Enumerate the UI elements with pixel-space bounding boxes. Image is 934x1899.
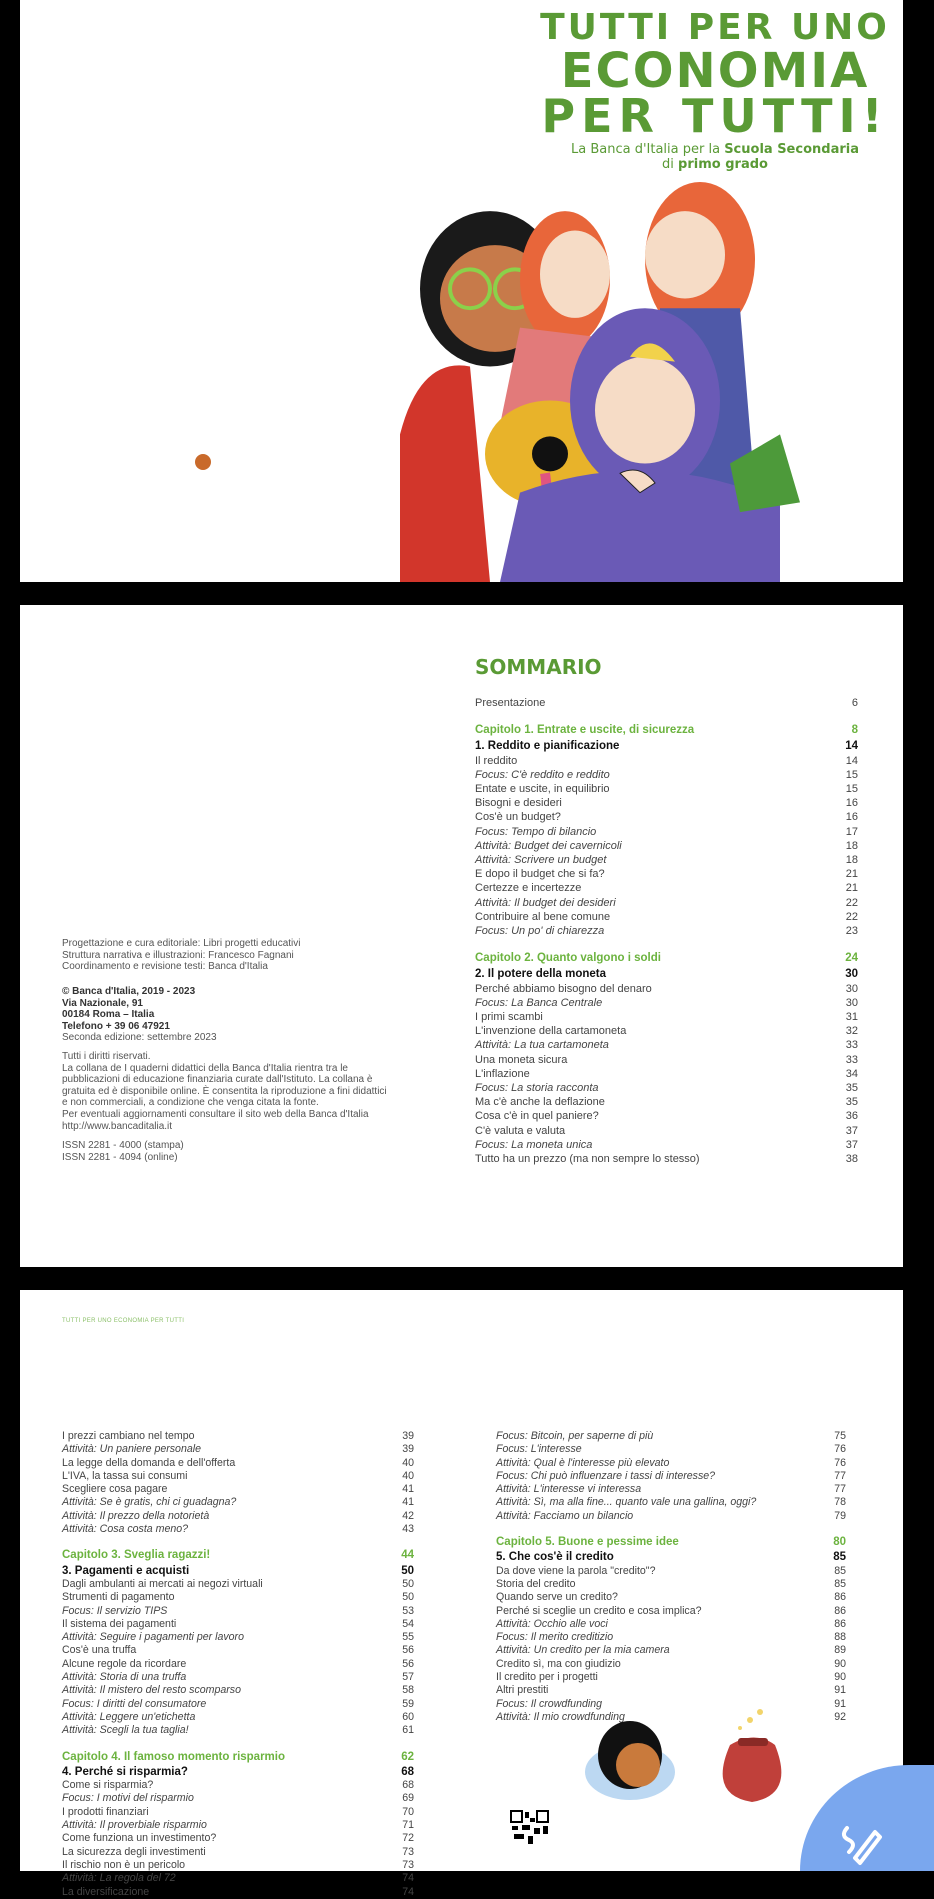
toc-entry-title: Attività: Facciamo un bilancio xyxy=(496,1509,634,1522)
toc-entry[interactable] xyxy=(62,1457,414,1470)
toc-entry[interactable] xyxy=(62,1832,414,1845)
toc-entry-title: La sicurezza degli investimenti xyxy=(62,1845,206,1858)
toc-entry-title: Focus: La moneta unica xyxy=(475,1138,593,1151)
toc-entry-italic[interactable] xyxy=(62,1684,414,1697)
toc-entry[interactable] xyxy=(475,1053,858,1067)
toc-page-number: 77 xyxy=(834,1469,846,1482)
toc-page-number: 62 xyxy=(401,1750,414,1763)
toc-page-number: 77 xyxy=(834,1483,846,1496)
toc-entry[interactable] xyxy=(496,1605,846,1618)
rights-line: e non commerciali, a condizione che venga citata la fonte. xyxy=(62,1097,319,1109)
toc-page-number: 24 xyxy=(845,952,858,965)
toc-page-number: 85 xyxy=(833,1551,846,1564)
toc-entry-title: 3. Pagamenti e acquisti xyxy=(62,1564,190,1577)
toc-page-number: 58 xyxy=(402,1684,414,1697)
toc-entry-italic[interactable] xyxy=(496,1443,846,1456)
toc-entry-title: Attività: Se è gratis, chi ci guadagna? xyxy=(62,1496,237,1509)
toc-chapter[interactable] xyxy=(62,1751,414,1764)
toc-page-number: 33 xyxy=(845,1053,858,1066)
toc-entry-title: Focus: I motivi del risparmio xyxy=(62,1792,194,1805)
toc-entry[interactable] xyxy=(475,1024,858,1038)
toc-entry[interactable] xyxy=(475,982,858,996)
toc-entry-title: L'inflazione xyxy=(475,1067,530,1080)
toc-entry-title: L'IVA, la tassa sui consumi xyxy=(62,1469,188,1482)
toc-entry-title: Capitolo 5. Buone e pessime idee xyxy=(496,1536,679,1549)
edition: Seconda edizione: settembre 2023 xyxy=(62,1032,217,1044)
sommario-page xyxy=(20,605,903,1267)
toc-entry[interactable] xyxy=(475,696,858,710)
toc-entry-title: Attività: Un paniere personale xyxy=(62,1443,201,1456)
toc-page-number: 39 xyxy=(402,1443,414,1456)
toc-page-number: 76 xyxy=(834,1443,846,1456)
toc-page-number: 69 xyxy=(402,1792,414,1805)
toc-page-number: 41 xyxy=(402,1496,414,1509)
toc-entry[interactable] xyxy=(62,1470,414,1483)
toc-page-number: 35 xyxy=(845,1082,858,1095)
toc-entry-title: Entate e uscite, in equilibrio xyxy=(475,783,610,796)
kids-illustration xyxy=(400,182,903,582)
toc-entry-title: Attività: Un credito per la mia camera xyxy=(496,1644,670,1657)
toc-chapter[interactable] xyxy=(62,1549,414,1562)
toc-entry[interactable] xyxy=(475,796,858,810)
toc-entry-italic[interactable] xyxy=(475,768,858,782)
toc-entry[interactable] xyxy=(475,881,858,895)
issn-line: ISSN 2281 - 4000 (stampa) xyxy=(62,1140,184,1151)
toc-entry[interactable] xyxy=(475,1152,858,1166)
address-line: © Banca d'Italia, 2019 - 2023 xyxy=(62,986,196,997)
address-line: Telefono + 39 06 47921 xyxy=(62,1020,170,1032)
toc-entry-title: Certezze e incertezze xyxy=(475,882,582,895)
address-line: Via Nazionale, 91 xyxy=(62,997,143,1009)
cover-subtitle xyxy=(520,142,910,172)
rights-line: pubblicazioni di educazione finanziaria curate dall'Istituto. La collana è xyxy=(62,1074,373,1086)
toc-entry-title: I primi scambi xyxy=(475,1011,543,1024)
toc-page-number: 86 xyxy=(834,1617,846,1630)
toc-entry-italic[interactable] xyxy=(496,1510,846,1523)
toc-page-number: 6 xyxy=(851,697,858,709)
toc-page-number: 50 xyxy=(401,1564,414,1577)
issn xyxy=(62,1140,184,1163)
rights-line: Tutti i diritti riservati. xyxy=(62,1051,151,1062)
rights-line: gratuita ed è disponibile online. È consentita la riproduzione a fini didattici xyxy=(62,1085,387,1097)
toc-entry-title: Attività: Budget dei cavernicoli xyxy=(475,839,622,852)
toc-entry-title: Il reddito xyxy=(475,754,518,767)
toc-entry-title: Focus: La storia racconta xyxy=(475,1082,599,1095)
toc-list xyxy=(475,696,858,1166)
toc-entry-title: C'è valuta e valuta xyxy=(475,1124,566,1137)
credit-line: Struttura narrativa e illustrazioni: Francesco Fagnani xyxy=(62,949,294,961)
toc-page-number: 55 xyxy=(402,1631,414,1644)
toc-entry-title: Attività: Il mistero del resto scomparso xyxy=(62,1684,241,1697)
toc-entry-title: Attività: Il mio crowdfunding xyxy=(496,1710,625,1723)
toc-entry-italic[interactable] xyxy=(496,1644,846,1657)
toc-entry-title: Attività: Il prezzo della notorietà xyxy=(62,1509,210,1522)
toc-page-number: 86 xyxy=(834,1604,846,1617)
toc-entry[interactable] xyxy=(62,1846,414,1859)
toc-entry-title: Attività: Cosa costa meno? xyxy=(62,1523,189,1536)
toc-page-number: 88 xyxy=(834,1631,846,1644)
toc-page-number: 56 xyxy=(402,1644,414,1657)
toc-entry-italic[interactable] xyxy=(62,1792,414,1805)
toc-entry-italic[interactable] xyxy=(475,1138,858,1152)
toc-entry-title: Capitolo 1. Entrate e uscite, di sicurezza xyxy=(475,724,695,737)
sommario-page-continued xyxy=(20,1290,903,1898)
toc-entry-italic[interactable] xyxy=(475,839,858,853)
toc-entry-italic[interactable] xyxy=(496,1496,846,1509)
toc-page-number: 57 xyxy=(402,1671,414,1684)
toc-entry-title: Capitolo 3. Sveglia ragazzi! xyxy=(62,1549,211,1562)
toc-page-number: 40 xyxy=(402,1456,414,1469)
toc-entry-title: Attività: Seguire i pagamenti per lavoro xyxy=(62,1631,244,1644)
toc-page-number: 73 xyxy=(402,1858,414,1871)
toc-entry-italic[interactable] xyxy=(475,853,858,867)
toc-page-number: 18 xyxy=(845,854,858,867)
toc-entry-italic[interactable] xyxy=(62,1711,414,1724)
toc-list-left xyxy=(62,1430,414,1899)
toc-entry-italic[interactable] xyxy=(62,1443,414,1456)
rights-line: Per eventuali aggiornamenti consultare il sito web della Banca d'Italia xyxy=(62,1108,369,1120)
toc-entry[interactable] xyxy=(62,1644,414,1657)
toc-entry[interactable] xyxy=(475,1067,858,1081)
toc-entry-italic[interactable] xyxy=(475,825,858,839)
toc-entry-title: Focus: La Banca Centrale xyxy=(475,996,603,1009)
toc-entry-title: Presentazione xyxy=(475,697,546,709)
toc-page-number: 32 xyxy=(845,1025,858,1038)
toc-entry-title: Focus: C'è reddito e reddito xyxy=(475,768,610,781)
toc-entry-title: 4. Perché si risparmia? xyxy=(62,1765,188,1778)
toc-entry-title: Attività: Qual è l'interesse più elevato xyxy=(496,1456,670,1469)
toc-entry-title: Attività: Leggere un'etichetta xyxy=(62,1710,196,1723)
toc-section[interactable] xyxy=(62,1766,414,1779)
toc-entry[interactable] xyxy=(475,782,858,796)
toc-page-number: 36 xyxy=(845,1110,858,1123)
toc-entry-title: Focus: Il servizio TIPS xyxy=(62,1604,168,1617)
toc-page-number: 38 xyxy=(845,1153,858,1166)
toc-entry[interactable] xyxy=(475,1095,858,1109)
toc-page-number: 50 xyxy=(402,1591,414,1604)
toc-page-number: 8 xyxy=(851,724,858,737)
toc-entry-title: Attività: Scegli la tua taglia! xyxy=(62,1724,189,1737)
toc-entry[interactable] xyxy=(475,1124,858,1138)
toc-entry-title: Attività: La regola del 72 xyxy=(62,1872,176,1885)
toc-entry[interactable] xyxy=(62,1806,414,1819)
toc-entry[interactable] xyxy=(62,1430,414,1443)
toc-page-number: 39 xyxy=(402,1430,414,1442)
toc-entry-title: E dopo il budget che si fa? xyxy=(475,868,605,881)
toc-entry-title: Cosa c'è in quel paniere? xyxy=(475,1110,599,1123)
toc-entry-italic[interactable] xyxy=(62,1523,414,1536)
subtitle-bold-2: primo grado xyxy=(678,157,768,172)
toc-page-number: 31 xyxy=(845,1011,858,1024)
toc-entry-title: Da dove viene la parola "credito"? xyxy=(496,1564,656,1577)
toc-entry[interactable] xyxy=(475,1010,858,1024)
toc-page-number: 72 xyxy=(402,1832,414,1845)
toc-entry-title: Attività: La tua cartamoneta xyxy=(475,1039,609,1052)
toc-page-number: 91 xyxy=(834,1684,846,1697)
toc-entry-italic[interactable] xyxy=(496,1457,846,1470)
toc-page-number: 43 xyxy=(402,1523,414,1536)
toc-entry[interactable] xyxy=(62,1779,414,1792)
toc-entry-title: La diversificazione xyxy=(62,1885,150,1898)
page-marker-icon xyxy=(195,454,211,470)
toc-entry-title: Attività: Storia di una truffa xyxy=(62,1671,187,1684)
toc-entry-italic[interactable] xyxy=(62,1605,414,1618)
pencil-icon[interactable] xyxy=(835,1818,885,1868)
cover-page xyxy=(20,0,903,582)
toc-page-number: 37 xyxy=(845,1138,858,1151)
toc-page-number: 33 xyxy=(845,1039,858,1052)
toc-page-number: 74 xyxy=(402,1872,414,1885)
toc-entry-italic[interactable] xyxy=(62,1724,414,1737)
toc-entry-title: Il rischio non è un pericolo xyxy=(62,1858,186,1871)
toc-page-number: 17 xyxy=(845,825,858,838)
toc-page-number: 60 xyxy=(402,1710,414,1723)
address xyxy=(62,986,217,1044)
toc-entry-italic[interactable] xyxy=(62,1872,414,1885)
toc-page-number: 68 xyxy=(401,1765,414,1778)
toc-entry-title: Quando serve un credito? xyxy=(496,1591,618,1604)
toc-page-number: 18 xyxy=(845,839,858,852)
toc-entry-title: Attività: L'interesse vi interessa xyxy=(496,1483,642,1496)
toc-entry-italic[interactable] xyxy=(496,1470,846,1483)
toc-entry-title: Attività: Sì, ma alla fine... quanto vale una gallina, oggi? xyxy=(496,1496,757,1509)
toc-page-number: 30 xyxy=(845,996,858,1009)
toc-page-number: 90 xyxy=(834,1657,846,1670)
running-header: TUTTI PER UNO ECONOMIA PER TUTTI xyxy=(62,1318,185,1324)
toc-entry-italic[interactable] xyxy=(62,1671,414,1684)
toc-page-number: 50 xyxy=(402,1577,414,1590)
toc-entry-title: Attività: Il budget dei desideri xyxy=(475,896,616,909)
toc-entry-title: Come si risparmia? xyxy=(62,1779,154,1792)
toc-chapter[interactable] xyxy=(496,1536,846,1549)
toc-entry-italic[interactable] xyxy=(475,924,858,938)
toc-entry-italic[interactable] xyxy=(62,1631,414,1644)
website-link[interactable]: http://www.bancaditalia.it xyxy=(62,1120,173,1132)
toc-entry[interactable] xyxy=(475,867,858,881)
toc-entry-italic[interactable] xyxy=(62,1510,414,1523)
toc-section[interactable] xyxy=(496,1551,846,1564)
toc-entry-title: Focus: Chi può influenzare i tassi di interesse? xyxy=(496,1469,716,1482)
toc-entry-title: Altri prestiti xyxy=(496,1684,549,1697)
toc-entry-italic[interactable] xyxy=(475,996,858,1010)
toc-entry-italic[interactable] xyxy=(475,896,858,910)
toc-entry-title: Una moneta sicura xyxy=(475,1053,568,1066)
qr-code[interactable] xyxy=(510,1810,550,1871)
cover-title xyxy=(520,8,910,172)
toc-page-number: 54 xyxy=(402,1617,414,1630)
credit-line: Coordinamento e revisione testi: Banca d'Italia xyxy=(62,961,268,973)
toc-page-number: 73 xyxy=(402,1845,414,1858)
toc-page-number: 35 xyxy=(845,1096,858,1109)
toc-chapter[interactable] xyxy=(475,723,858,737)
toc-page-number: 42 xyxy=(402,1509,414,1522)
toc-page-number: 15 xyxy=(845,768,858,781)
toc-entry[interactable] xyxy=(496,1658,846,1671)
toc-entry-title: Focus: Il crowdfunding xyxy=(496,1697,602,1710)
toc-entry[interactable] xyxy=(475,910,858,924)
credit-line: Progettazione e cura editoriale: Libri progetti educativi xyxy=(62,938,301,949)
toc-page-number: 90 xyxy=(834,1671,846,1684)
title-line-2: ECONOMIA xyxy=(560,43,870,99)
toc-entry[interactable] xyxy=(496,1671,846,1684)
toc-entry-title: Tutto ha un prezzo (ma non sempre lo stesso) xyxy=(475,1153,700,1166)
toc-entry-title: Alcune regole da ricordare xyxy=(62,1657,187,1670)
toc-entry-title: Ma c'è anche la deflazione xyxy=(475,1096,605,1109)
toc-entry[interactable] xyxy=(496,1565,846,1578)
toc-entry-title: Attività: Scrivere un budget xyxy=(475,854,607,867)
subtitle-text-2: di xyxy=(662,157,679,172)
toc-entry[interactable] xyxy=(475,754,858,768)
toc-entry[interactable] xyxy=(496,1591,846,1604)
toc-entry-title: Focus: Il merito creditizio xyxy=(496,1631,614,1644)
toc-page-number: 70 xyxy=(402,1805,414,1818)
toc-entry-title: La legge della domanda e dell'offerta xyxy=(62,1456,236,1469)
toc-section[interactable] xyxy=(475,967,858,981)
toc-entry[interactable] xyxy=(475,810,858,824)
saving-illustration xyxy=(580,1700,820,1810)
toc-page-number: 22 xyxy=(845,896,858,909)
subtitle-text: La Banca d'Italia per la xyxy=(570,142,725,157)
toc-page-number: 21 xyxy=(845,868,858,881)
toc-page-number: 76 xyxy=(834,1456,846,1469)
toc-page-number: 91 xyxy=(834,1697,846,1710)
toc-entry-italic[interactable] xyxy=(475,1081,858,1095)
toc-entry-title: Credito sì, ma con giudizio xyxy=(496,1657,621,1670)
toc-entry-italic[interactable] xyxy=(62,1819,414,1832)
rights-line: La collana de I quaderni didattici della Banca d'Italia rientra tra le xyxy=(62,1062,348,1074)
toc-page-number: 80 xyxy=(833,1536,846,1549)
toc-entry-title: Capitolo 2. Quanto valgono i soldi xyxy=(475,952,661,965)
toc-entry[interactable] xyxy=(62,1886,414,1899)
toc-list-right xyxy=(496,1430,846,1724)
toc-entry-italic[interactable] xyxy=(496,1618,846,1631)
toc-entry-title: Il credito per i progetti xyxy=(496,1671,598,1684)
toc-page-number: 14 xyxy=(845,754,858,767)
toc-entry-italic[interactable] xyxy=(475,1038,858,1052)
toc-page-number: 30 xyxy=(845,968,858,981)
toc-page-number: 41 xyxy=(402,1483,414,1496)
title-line-3: PER TUTTI! xyxy=(541,89,889,143)
toc-entry-title: Perché abbiamo bisogno del denaro xyxy=(475,982,652,995)
toc-page-number: 56 xyxy=(402,1657,414,1670)
toc-entry-title: Cos'è una truffa xyxy=(62,1644,137,1657)
toc-entry-title: Attività: Il proverbiale risparmio xyxy=(62,1819,207,1832)
toc-entry-title: I prodotti finanziari xyxy=(62,1805,149,1818)
toc-page-number: 61 xyxy=(402,1724,414,1737)
toc-entry-title: Focus: Un po' di chiarezza xyxy=(475,925,605,938)
toc-page-number: 22 xyxy=(845,910,858,923)
toc-page-number: 16 xyxy=(845,797,858,810)
toc-page-number: 59 xyxy=(402,1697,414,1710)
toc-entry[interactable] xyxy=(62,1859,414,1872)
toc-page-number: 40 xyxy=(402,1469,414,1482)
toc-section[interactable] xyxy=(62,1565,414,1578)
toc-entry-title: Attività: Occhio alle voci xyxy=(496,1617,608,1630)
toc-entry[interactable] xyxy=(496,1684,846,1697)
toc-page-number: 75 xyxy=(834,1430,846,1442)
toc-page-number: 30 xyxy=(845,982,858,995)
toc-entry[interactable] xyxy=(62,1578,414,1591)
toc-page-number: 78 xyxy=(834,1496,846,1509)
toc-page-number: 15 xyxy=(845,783,858,796)
toc-entry-title: Dagli ambulanti ai mercati ai negozi virtuali xyxy=(62,1577,263,1590)
toc-entry-title: 5. Che cos'è il credito xyxy=(496,1551,614,1564)
toc-entry[interactable] xyxy=(62,1658,414,1671)
toc-entry-italic[interactable] xyxy=(496,1430,846,1443)
toc-entry-title: Contribuire al bene comune xyxy=(475,910,611,923)
toc-page-number: 37 xyxy=(845,1124,858,1137)
toc-page-number: 85 xyxy=(834,1577,846,1590)
toc-entry-italic[interactable] xyxy=(496,1631,846,1644)
toc-page-number: 21 xyxy=(845,882,858,895)
credits xyxy=(62,938,300,973)
toc-entry-title: Perché si sceglie un credito e cosa implica? xyxy=(496,1604,702,1617)
toc-page-number: 86 xyxy=(834,1591,846,1604)
toc-entry[interactable] xyxy=(62,1483,414,1496)
toc-page-number: 68 xyxy=(402,1779,414,1792)
toc-page-number: 16 xyxy=(845,811,858,824)
toc-entry[interactable] xyxy=(475,1109,858,1123)
title-line-1: TUTTI PER UNO xyxy=(540,7,890,48)
toc-entry-title: Capitolo 4. Il famoso momento risparmio xyxy=(62,1750,286,1763)
toc-entry-title: Cos'è un budget? xyxy=(475,811,561,824)
address-line: 00184 Roma – Italia xyxy=(62,1009,155,1021)
toc-page-number: 92 xyxy=(834,1710,846,1723)
toc-chapter[interactable] xyxy=(475,951,858,965)
toc-entry-title: Scegliere cosa pagare xyxy=(62,1483,168,1496)
toc-entry-italic[interactable] xyxy=(496,1483,846,1496)
toc-entry-title: 2. Il potere della moneta xyxy=(475,968,607,981)
toc-page-number: 74 xyxy=(402,1885,414,1898)
toc-entry-title: Come funziona un investimento? xyxy=(62,1832,217,1845)
toc-page-number: 44 xyxy=(401,1549,414,1562)
toc-entry-title: Focus: L'interesse xyxy=(496,1443,582,1456)
toc-entry-italic[interactable] xyxy=(62,1698,414,1711)
toc-entry[interactable] xyxy=(62,1618,414,1631)
toc-page-number: 85 xyxy=(834,1564,846,1577)
toc-entry-title: Bisogni e desideri xyxy=(475,797,562,810)
toc-page-number: 53 xyxy=(402,1604,414,1617)
toc-entry-title: I prezzi cambiano nel tempo xyxy=(62,1430,195,1442)
rights xyxy=(62,1051,462,1132)
toc-page-number: 14 xyxy=(845,740,858,753)
toc-entry-title: Focus: I diritti del consumatore xyxy=(62,1697,207,1710)
toc-entry-title: Storia del credito xyxy=(496,1577,576,1590)
sommario-heading: SOMMARIO xyxy=(475,655,602,679)
toc-page-number: 34 xyxy=(845,1067,858,1080)
toc-entry-italic[interactable] xyxy=(62,1496,414,1509)
toc-page-number: 23 xyxy=(845,925,858,938)
toc-entry-title: Il sistema dei pagamenti xyxy=(62,1617,177,1630)
issn-line: ISSN 2281 - 4094 (online) xyxy=(62,1151,178,1163)
toc-section[interactable] xyxy=(475,739,858,753)
toc-entry-title: L'invenzione della cartamoneta xyxy=(475,1025,627,1038)
toc-page-number: 89 xyxy=(834,1644,846,1657)
toc-entry-title: Strumenti di pagamento xyxy=(62,1591,175,1604)
toc-entry-title: Focus: Bitcoin, per saperne di più xyxy=(496,1430,654,1442)
toc-entry-title: Focus: Tempo di bilancio xyxy=(475,825,597,838)
toc-entry[interactable] xyxy=(62,1591,414,1604)
toc-entry-title: 1. Reddito e pianificazione xyxy=(475,740,620,753)
toc-page-number: 79 xyxy=(834,1509,846,1522)
subtitle-bold: Scuola Secondaria xyxy=(724,142,859,157)
toc-entry[interactable] xyxy=(496,1578,846,1591)
toc-page-number: 71 xyxy=(402,1819,414,1832)
